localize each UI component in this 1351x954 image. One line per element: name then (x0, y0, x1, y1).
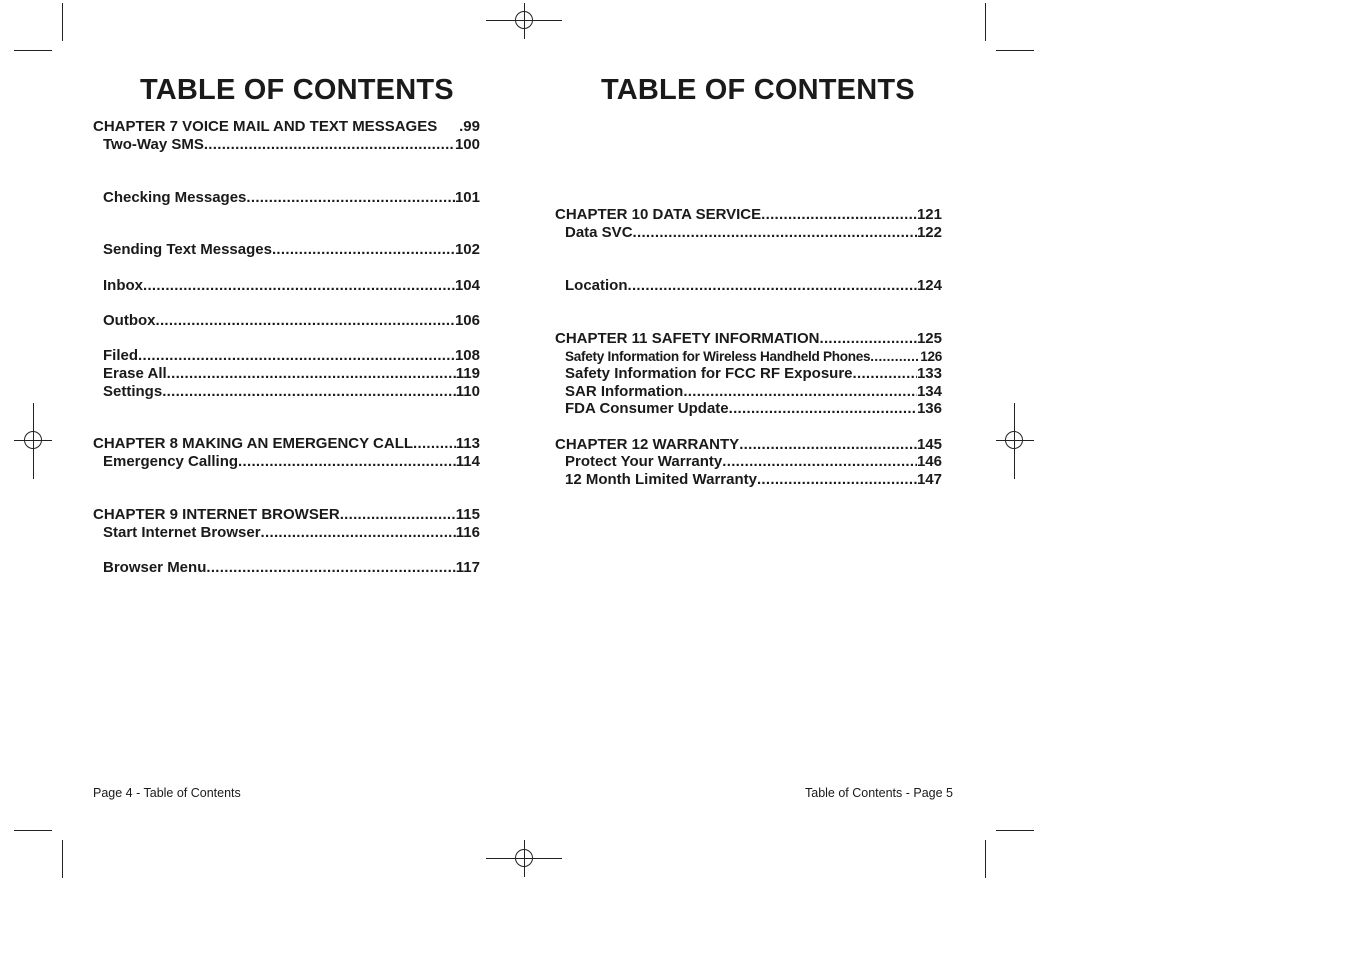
toc-dot-leader (204, 136, 455, 153)
toc-entry-label: CHAPTER 12 WARRANTY (555, 436, 740, 453)
toc-entry[interactable] (565, 224, 942, 241)
toc-entry-label: Data SVC (565, 224, 633, 241)
toc-entry[interactable] (103, 524, 480, 541)
toc-dot-leader (757, 471, 917, 488)
toc-page-number: 108 (454, 347, 480, 364)
toc-dot-leader (761, 206, 917, 223)
toc-entry[interactable] (565, 383, 942, 400)
toc-page-number: 126 (920, 349, 942, 364)
toc-page-number: 122 (916, 224, 942, 241)
toc-entry[interactable] (93, 506, 480, 523)
toc-entry-label: CHAPTER 9 INTERNET BROWSER (93, 506, 340, 523)
toc-entry-label: CHAPTER 10 DATA SERVICE (555, 206, 762, 223)
toc-entry[interactable] (565, 348, 942, 365)
toc-page-number: 125 (916, 330, 942, 347)
toc-entry[interactable] (565, 400, 942, 417)
toc-page-number: 114 (455, 453, 480, 470)
toc-entry-label: Outbox (103, 312, 156, 329)
toc-dot-leader (156, 312, 455, 329)
registration-target-icon (515, 849, 533, 867)
toc-entry-label: Safety Information for FCC RF Exposure (565, 365, 853, 382)
toc-dot-leader (722, 453, 917, 470)
toc-page-number: 110 (455, 383, 480, 400)
toc-page-number: 115 (455, 506, 480, 523)
toc-entry-label: Inbox (103, 277, 143, 294)
toc-entry-label: Location (565, 277, 628, 294)
toc-page-number: 147 (916, 471, 942, 488)
toc-dot-leader (683, 383, 917, 400)
toc-dot-leader (261, 524, 456, 541)
left-page-title: TABLE OF CONTENTS (140, 74, 454, 106)
left-page-footer: Page 4 - Table of Contents (93, 786, 241, 800)
toc-entry-label: FDA Consumer Update (565, 400, 729, 417)
toc-entry-label: CHAPTER 11 SAFETY INFORMATION (555, 330, 820, 347)
toc-entry[interactable] (565, 471, 942, 488)
toc-entry[interactable] (565, 453, 942, 470)
toc-dot-leader (206, 559, 455, 576)
crop-mark (62, 840, 63, 878)
right-toc-list (555, 206, 942, 506)
toc-entry[interactable] (103, 365, 480, 382)
toc-page-number: 121 (916, 206, 942, 223)
toc-entry-label: Safety Information for Wireless Handheld Phones (565, 349, 871, 364)
toc-entry-label: Erase All (103, 365, 167, 382)
left-toc-list (93, 118, 480, 588)
toc-page-number: 134 (916, 383, 942, 400)
right-page-footer: Table of Contents - Page 5 (805, 786, 954, 800)
toc-dot-leader (238, 453, 456, 470)
toc-dot-leader (413, 435, 456, 452)
right-page-title: TABLE OF CONTENTS (601, 74, 915, 106)
toc-entry[interactable] (103, 559, 480, 576)
toc-page-number: 133 (916, 365, 942, 382)
toc-dot-leader (870, 348, 920, 365)
toc-entry[interactable] (103, 136, 480, 153)
toc-entry-label: Start Internet Browser (103, 524, 261, 541)
toc-entry[interactable] (555, 206, 942, 223)
registration-target-icon (24, 431, 42, 449)
crop-mark (62, 3, 63, 41)
toc-dot-leader (633, 224, 917, 241)
toc-page-number: 102 (454, 241, 480, 258)
toc-dot-leader (819, 330, 916, 347)
crop-mark (14, 50, 52, 51)
crop-mark (996, 50, 1034, 51)
toc-dot-leader (628, 277, 917, 294)
toc-entry[interactable] (565, 365, 942, 382)
toc-entry[interactable] (555, 330, 942, 347)
toc-page-number: 145 (916, 436, 942, 453)
toc-page-number: 117 (455, 559, 480, 576)
toc-entry-label: 12 Month Limited Warranty (565, 471, 757, 488)
toc-entry[interactable] (93, 435, 480, 452)
toc-dot-leader (162, 383, 456, 400)
toc-dot-leader (246, 189, 455, 206)
toc-entry[interactable] (103, 277, 480, 294)
toc-page-number: 101 (454, 189, 480, 206)
registration-target-icon (515, 11, 533, 29)
toc-entry[interactable] (103, 453, 480, 470)
toc-dot-leader (853, 365, 917, 382)
toc-dot-leader (729, 400, 917, 417)
toc-entry[interactable] (103, 383, 480, 400)
toc-dot-leader (143, 277, 455, 294)
toc-page-number: 124 (916, 277, 942, 294)
toc-entry-label: Filed (103, 347, 139, 364)
toc-page-number: 113 (455, 435, 480, 452)
toc-entry[interactable] (103, 347, 480, 364)
toc-entry-label: Browser Menu (103, 559, 207, 576)
toc-page-number: 116 (455, 524, 480, 541)
toc-dot-leader (739, 436, 917, 453)
toc-entry-label: CHAPTER 8 MAKING AN EMERGENCY CALL (93, 435, 414, 452)
toc-page-number: 106 (454, 312, 480, 329)
toc-entry-label: Emergency Calling (103, 453, 239, 470)
toc-page-number: 100 (454, 136, 480, 153)
toc-entry-label: Checking Messages (103, 189, 247, 206)
toc-entry[interactable] (103, 189, 480, 206)
toc-entry-label: Two-Way SMS (103, 136, 204, 153)
registration-target-icon (1005, 431, 1023, 449)
toc-entry-label: Protect Your Warranty (565, 453, 723, 470)
toc-dot-leader (167, 365, 456, 382)
toc-dot-leader (138, 347, 455, 364)
toc-dot-leader (340, 506, 456, 523)
toc-page-number: .99 (459, 118, 480, 135)
toc-entry-label: CHAPTER 7 VOICE MAIL AND TEXT MESSAGES (93, 118, 438, 135)
toc-entry[interactable] (103, 312, 480, 329)
toc-page-number: 119 (455, 365, 480, 382)
toc-entry[interactable] (565, 277, 942, 294)
crop-mark (985, 840, 986, 878)
crop-mark (996, 830, 1034, 831)
toc-entry-label: Settings (103, 383, 163, 400)
toc-page-number: 146 (916, 453, 942, 470)
toc-entry[interactable] (555, 436, 942, 453)
toc-entry[interactable] (103, 241, 480, 258)
crop-mark (14, 830, 52, 831)
toc-entry[interactable] (93, 118, 480, 135)
toc-page-number: 136 (916, 400, 942, 417)
toc-entry-label: SAR Information (565, 383, 684, 400)
toc-page-number: 104 (454, 277, 480, 294)
toc-dot-leader (272, 241, 455, 258)
toc-entry-label: Sending Text Messages (103, 241, 272, 258)
crop-mark (985, 3, 986, 41)
